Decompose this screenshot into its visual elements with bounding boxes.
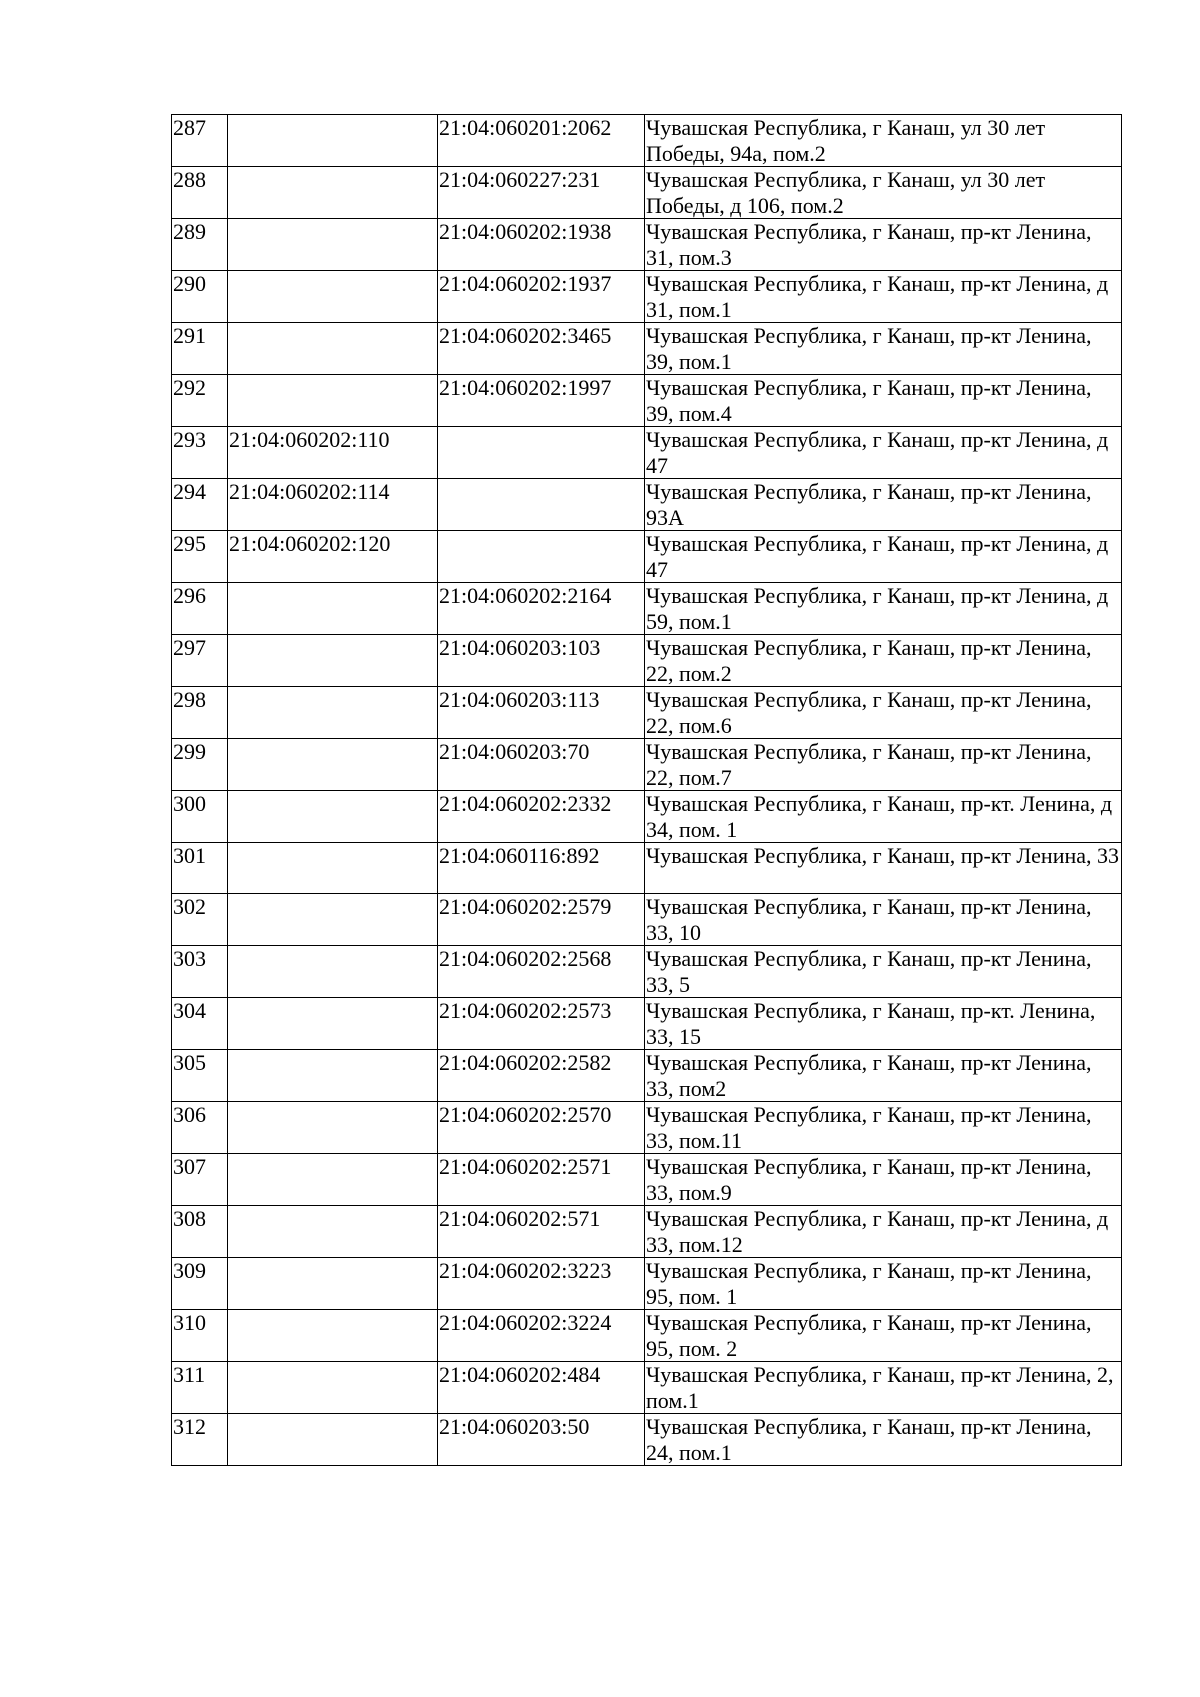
address-cell: Чувашская Республика, г Канаш, пр-кт Ленина, 22, пом.2 [645, 635, 1122, 687]
table-row [172, 583, 1122, 635]
object-cadastral-number-cell: 21:04:060202:2573 [438, 998, 645, 1050]
row-number-cell: 302 [172, 894, 228, 946]
row-number-cell: 307 [172, 1154, 228, 1206]
land-cadastral-number-cell [228, 1310, 438, 1362]
row-number-cell: 288 [172, 167, 228, 219]
row-number-cell: 300 [172, 791, 228, 843]
address-cell: Чувашская Республика, г Канаш, пр-кт Ленина, 39, пом.4 [645, 375, 1122, 427]
address-cell: Чувашская Республика, г Канаш, пр-кт Ленина, 33, 5 [645, 946, 1122, 998]
row-number-cell: 294 [172, 479, 228, 531]
row-number-cell: 295 [172, 531, 228, 583]
table-row [172, 791, 1122, 843]
land-cadastral-number-cell [228, 894, 438, 946]
address-cell: Чувашская Республика, г Канаш, пр-кт Ленина, 33, пом2 [645, 1050, 1122, 1102]
address-cell: Чувашская Республика, г Канаш, пр-кт Ленина, 22, пом.6 [645, 687, 1122, 739]
table-row [172, 946, 1122, 998]
object-cadastral-number-cell: 21:04:060202:2332 [438, 791, 645, 843]
object-cadastral-number-cell: 21:04:060202:3223 [438, 1258, 645, 1310]
object-cadastral-number-cell: 21:04:060202:2568 [438, 946, 645, 998]
object-cadastral-number-cell: 21:04:060201:2062 [438, 115, 645, 167]
address-cell: Чувашская Республика, г Канаш, пр-кт Ленина, д 59, пом.1 [645, 583, 1122, 635]
table-row [172, 531, 1122, 583]
land-cadastral-number-cell [228, 1050, 438, 1102]
table-row [172, 843, 1122, 894]
table-row [172, 894, 1122, 946]
land-cadastral-number-cell [228, 687, 438, 739]
row-number-cell: 305 [172, 1050, 228, 1102]
land-cadastral-number-cell: 21:04:060202:120 [228, 531, 438, 583]
address-cell: Чувашская Республика, г Канаш, ул 30 лет Победы, 94а, пом.2 [645, 115, 1122, 167]
row-number-cell: 303 [172, 946, 228, 998]
table-row [172, 739, 1122, 791]
address-cell: Чувашская Республика, г Канаш, пр-кт Ленина, 95, пом. 2 [645, 1310, 1122, 1362]
address-cell: Чувашская Республика, г Канаш, пр-кт Ленина, 2, пом.1 [645, 1362, 1122, 1414]
table-row [172, 219, 1122, 271]
address-cell: Чувашская Республика, г Канаш, пр-кт Ленина, 33 [645, 843, 1122, 894]
address-cell: Чувашская Республика, г Канаш, пр-кт Ленина, 39, пом.1 [645, 323, 1122, 375]
row-number-cell: 289 [172, 219, 228, 271]
address-cell: Чувашская Республика, г Канаш, пр-кт Ленина, д 31, пом.1 [645, 271, 1122, 323]
object-cadastral-number-cell: 21:04:060203:103 [438, 635, 645, 687]
object-cadastral-number-cell: 21:04:060202:3224 [438, 1310, 645, 1362]
land-cadastral-number-cell [228, 1362, 438, 1414]
land-cadastral-number-cell [228, 635, 438, 687]
table-row [172, 1050, 1122, 1102]
address-cell: Чувашская Республика, г Канаш, пр-кт. Ленина, д 34, пом. 1 [645, 791, 1122, 843]
address-cell: Чувашская Республика, г Канаш, ул 30 лет Победы, д 106, пом.2 [645, 167, 1122, 219]
object-cadastral-number-cell: 21:04:060202:2579 [438, 894, 645, 946]
land-cadastral-number-cell: 21:04:060202:114 [228, 479, 438, 531]
address-cell: Чувашская Республика, г Канаш, пр-кт Ленина, 31, пом.3 [645, 219, 1122, 271]
table-row [172, 687, 1122, 739]
table-row [172, 1102, 1122, 1154]
address-cell: Чувашская Республика, г Канаш, пр-кт Ленина, 22, пом.7 [645, 739, 1122, 791]
row-number-cell: 309 [172, 1258, 228, 1310]
land-cadastral-number-cell [228, 167, 438, 219]
object-cadastral-number-cell [438, 427, 645, 479]
table-row [172, 1258, 1122, 1310]
land-cadastral-number-cell [228, 271, 438, 323]
land-cadastral-number-cell [228, 375, 438, 427]
row-number-cell: 296 [172, 583, 228, 635]
row-number-cell: 293 [172, 427, 228, 479]
object-cadastral-number-cell: 21:04:060116:892 [438, 843, 645, 894]
row-number-cell: 311 [172, 1362, 228, 1414]
row-number-cell: 287 [172, 115, 228, 167]
land-cadastral-number-cell [228, 998, 438, 1050]
land-cadastral-number-cell [228, 791, 438, 843]
row-number-cell: 291 [172, 323, 228, 375]
property-registry-table [171, 114, 1122, 1466]
object-cadastral-number-cell: 21:04:060202:1937 [438, 271, 645, 323]
table-row [172, 998, 1122, 1050]
land-cadastral-number-cell [228, 946, 438, 998]
land-cadastral-number-cell [228, 219, 438, 271]
object-cadastral-number-cell: 21:04:060202:571 [438, 1206, 645, 1258]
land-cadastral-number-cell [228, 583, 438, 635]
land-cadastral-number-cell [228, 1154, 438, 1206]
table-row [172, 635, 1122, 687]
object-cadastral-number-cell: 21:04:060202:484 [438, 1362, 645, 1414]
object-cadastral-number-cell [438, 479, 645, 531]
row-number-cell: 292 [172, 375, 228, 427]
land-cadastral-number-cell [228, 1206, 438, 1258]
object-cadastral-number-cell: 21:04:060227:231 [438, 167, 645, 219]
object-cadastral-number-cell: 21:04:060202:1997 [438, 375, 645, 427]
row-number-cell: 308 [172, 1206, 228, 1258]
row-number-cell: 310 [172, 1310, 228, 1362]
object-cadastral-number-cell: 21:04:060203:50 [438, 1414, 645, 1466]
table-row [172, 427, 1122, 479]
address-cell: Чувашская Республика, г Канаш, пр-кт Ленина, д 33, пом.12 [645, 1206, 1122, 1258]
object-cadastral-number-cell: 21:04:060202:2570 [438, 1102, 645, 1154]
address-cell: Чувашская Республика, г Канаш, пр-кт Ленина, 24, пом.1 [645, 1414, 1122, 1466]
table-row [172, 1310, 1122, 1362]
address-cell: Чувашская Республика, г Канаш, пр-кт Ленина, 33, пом.9 [645, 1154, 1122, 1206]
land-cadastral-number-cell [228, 323, 438, 375]
land-cadastral-number-cell [228, 1258, 438, 1310]
object-cadastral-number-cell: 21:04:060203:70 [438, 739, 645, 791]
row-number-cell: 306 [172, 1102, 228, 1154]
table-row [172, 479, 1122, 531]
land-cadastral-number-cell [228, 1414, 438, 1466]
object-cadastral-number-cell: 21:04:060202:3465 [438, 323, 645, 375]
object-cadastral-number-cell: 21:04:060202:2164 [438, 583, 645, 635]
object-cadastral-number-cell: 21:04:060203:113 [438, 687, 645, 739]
land-cadastral-number-cell [228, 843, 438, 894]
row-number-cell: 290 [172, 271, 228, 323]
land-cadastral-number-cell: 21:04:060202:110 [228, 427, 438, 479]
row-number-cell: 304 [172, 998, 228, 1050]
table-row [172, 323, 1122, 375]
table-row [172, 1414, 1122, 1466]
object-cadastral-number-cell: 21:04:060202:1938 [438, 219, 645, 271]
address-cell: Чувашская Республика, г Канаш, пр-кт Ленина, 93А [645, 479, 1122, 531]
table-row [172, 1362, 1122, 1414]
registry-table-body [172, 115, 1122, 1466]
object-cadastral-number-cell: 21:04:060202:2571 [438, 1154, 645, 1206]
address-cell: Чувашская Республика, г Канаш, пр-кт Ленина, 95, пом. 1 [645, 1258, 1122, 1310]
object-cadastral-number-cell: 21:04:060202:2582 [438, 1050, 645, 1102]
row-number-cell: 298 [172, 687, 228, 739]
table-row [172, 167, 1122, 219]
row-number-cell: 301 [172, 843, 228, 894]
land-cadastral-number-cell [228, 115, 438, 167]
object-cadastral-number-cell [438, 531, 645, 583]
table-row [172, 1154, 1122, 1206]
table-row [172, 1206, 1122, 1258]
table-row [172, 375, 1122, 427]
table-row [172, 271, 1122, 323]
table-row [172, 115, 1122, 167]
address-cell: Чувашская Республика, г Канаш, пр-кт Ленина, д 47 [645, 531, 1122, 583]
row-number-cell: 299 [172, 739, 228, 791]
address-cell: Чувашская Республика, г Канаш, пр-кт Ленина, 33, пом.11 [645, 1102, 1122, 1154]
row-number-cell: 312 [172, 1414, 228, 1466]
address-cell: Чувашская Республика, г Канаш, пр-кт. Ленина, 33, 15 [645, 998, 1122, 1050]
address-cell: Чувашская Республика, г Канаш, пр-кт Ленина, д 47 [645, 427, 1122, 479]
land-cadastral-number-cell [228, 1102, 438, 1154]
row-number-cell: 297 [172, 635, 228, 687]
address-cell: Чувашская Республика, г Канаш, пр-кт Ленина, 33, 10 [645, 894, 1122, 946]
land-cadastral-number-cell [228, 739, 438, 791]
